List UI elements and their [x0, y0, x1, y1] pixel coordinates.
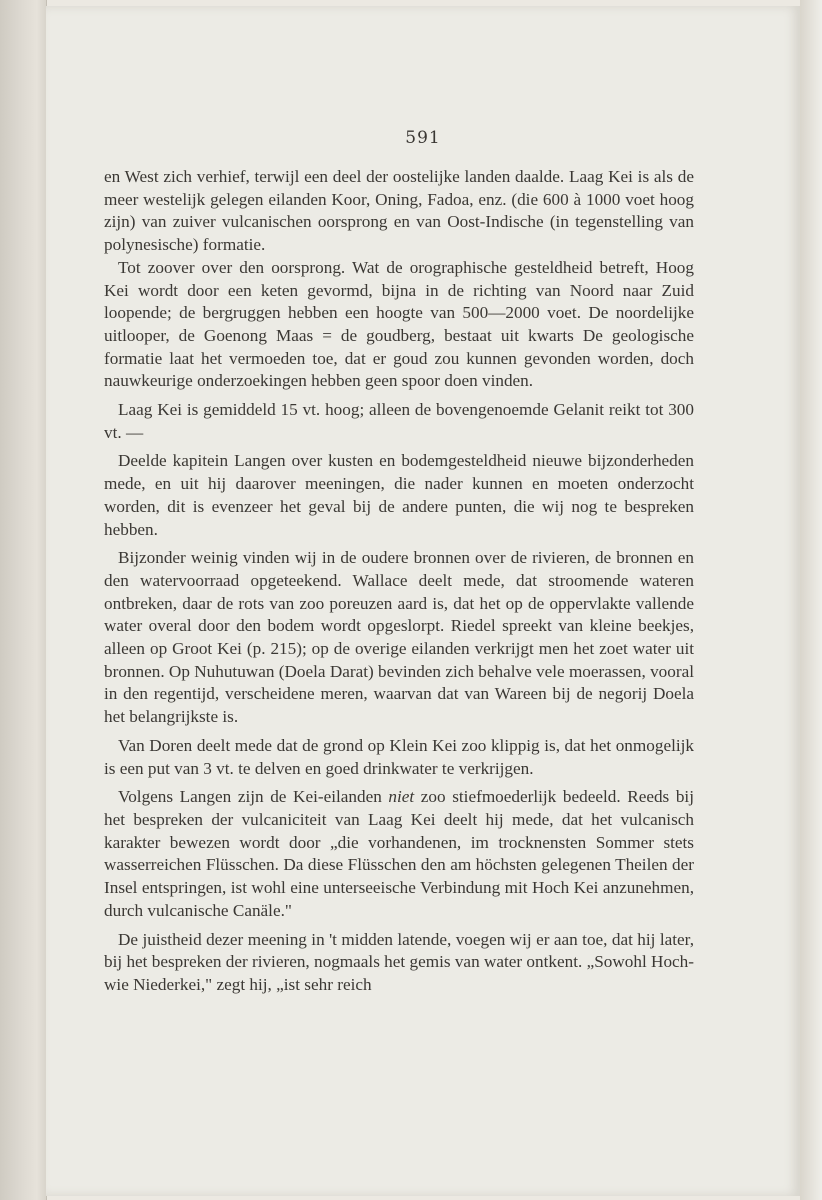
emphasis-niet: niet [388, 787, 415, 807]
paragraph-3: Laag Kei is gemiddeld 15 vt. hoog; alleen de bovengenoemde Gelanit reikt tot 300 vt. — [104, 400, 694, 442]
paragraph-7-start: Volgens Langen zijn de Kei-eilanden [118, 787, 389, 807]
paragraph-4: Deelde kapitein Langen over kusten en bodemgesteldheid nieuwe bijzonderheden mede, en uit hij daarover meeningen, die nader kunnen en moeten onderzocht worden, dit is evenzeer het geval bij de andere punten, die wij nog te bespreken hebben. [104, 451, 694, 539]
page-number: 591 [405, 128, 441, 148]
paragraph-5: Bijzonder weinig vinden wij in de oudere bronnen over de rivieren, de bronnen en den watervoorraad opgeteekend. Wallace deelt mede, dat stroomende wateren ontbreken, daar de rots van zoo poreuzen aard is, dat het op de oppervlakte vallende water overal door den bodem wordt opgeslorpt. Riedel spreekt van kleine beekjes, alleen op Groot Kei (p. 215); op de overige eilanden verkrijgt men het zoet water uit bronnen. Op Nuhutuwan (Doela Darat) bevinden zich behalve vele moerassen, vooral in den regentijd, verscheidene meren, waarvan dat van Wareen bij de negorij Doela het belangrijkste is. [104, 548, 694, 727]
body-text [104, 166, 694, 997]
paragraph-7-end: zoo stiefmoederlijk bedeeld. Reeds bij het bespreken der vulcaniciteit van Laag Kei deelt hij mede, dat het vulcanisch karakter bewezen wordt door „die vorhandenen, im trocknensten Sommer stets wasserreichen Flüsschen. Da diese Flüsschen den am höchsten gelegenen Theilen der Insel entspringen, ist wohl eine unterseeische Verbindung mit Hoch Kei anzunehmen, durch vulcanische Canäle." [104, 787, 694, 920]
page-edge [800, 0, 822, 1200]
paragraph-8: De juistheid dezer meening in 't midden latende, voegen wij er aan toe, dat hij later, bij het bespreken der rivieren, nogmaals het gemis van water ontkent. „Sowohl Hoch- wie Niederkei," zegt hij, „ist sehr reich [104, 929, 694, 994]
paragraph-7 [104, 786, 694, 922]
book-spine-gutter [0, 0, 47, 1200]
paragraph-6: Van Doren deelt mede dat de grond op Klein Kei zoo klippig is, dat het onmogelijk is een put van 3 vt. te delven en goed drinkwater te verkrijgen. [104, 735, 694, 778]
paragraph-1: en West zich verhief, terwijl een deel der oostelijke landen daalde. Laag Kei is als de meer westelijk gelegen eilanden Koor, Oning, Fadoa, enz. (die 600 à 1000 voet hoog zijn) van zuiver vulcanischen oorsprong en van Oost-Indische (in tegenstelling van polynesische) formatie. [104, 167, 694, 255]
book-page [46, 6, 800, 1196]
paragraph-2: Tot zoover over den oorsprong. Wat de orographische gesteldheid betreft, Hoog Kei wordt door een keten gevormd, bijna in de richting van Noord naar Zuid loopende; de bergruggen hebben een hoogte van 500—2000 voet. De noordelijke uitlooper, de Goenong Maas = de goudberg, bestaat uit kwarts De geologische formatie laat het vermoeden toe, dat er goud zou kunnen gevonden worden, doch nauwkeurige onderzoekingen hebben geen spoor doen vinden. [104, 257, 694, 391]
